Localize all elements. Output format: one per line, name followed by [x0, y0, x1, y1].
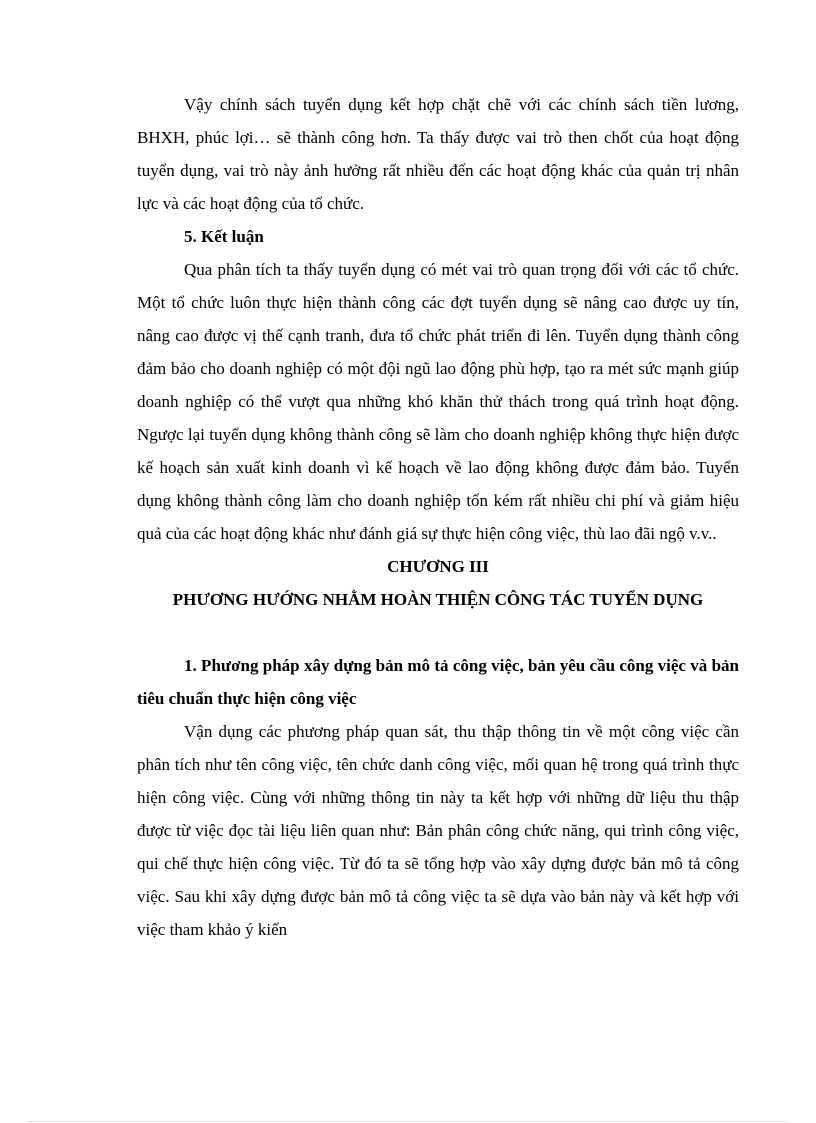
spacer [137, 616, 739, 649]
paragraph-job-analysis: Vận dụng các phương pháp quan sát, thu thập thông tin về một công việc cần phân tích như tên công việc, tên chức danh công việc, mối quan hệ trong quá trình thực hiện công việc. Cùng với những thông tin này ta kết hợp với những dữ liệu thu thập được từ việc đọc tài liệu liên quan như: Bản phân công chức năng, qui trình công việc, qui chế thực hiện công việc. Từ đó ta sẽ tổng hợp vào xây dựng được bản mô tả công việc. Sau khi xây dựng được bản mô tả công việc ta sẽ dựa vào bản này và kết hợp với việc tham khảo ý kiến [137, 722, 739, 939]
chapter-number: CHƯƠNG III [387, 557, 489, 576]
page-bottom-divider [28, 1121, 788, 1122]
section-heading-job-description: 1. Phương pháp xây dựng bản mô tả công việc, bản yêu cầu công việc và bản tiêu chuẩn thực hiện công việc [137, 656, 739, 708]
document-body [137, 88, 739, 946]
paragraph-recruitment-policy: Vậy chính sách tuyển dụng kết hợp chặt chẽ với các chính sách tiền lương, BHXH, phúc lợi… sẽ thành công hơn. Ta thấy được vai trò then chốt của hoạt động tuyển dụng, vai trò này ảnh hưởng rất nhiều đến các hoạt động khác của quản trị nhân lực và các hoạt động của tổ chức. [137, 95, 739, 213]
paragraph-conclusion: Qua phân tích ta thấy tuyển dụng có mét vai trò quan trọng đối với các tổ chức. Một tổ chức luôn thực hiện thành công các đợt tuyển dụng sẽ nâng cao được uy tín, nâng cao được vị thế cạnh tranh, đưa tổ chức phát triển đi lên. Tuyển dụng thành công đảm bảo cho doanh nghiệp có một đội ngũ lao động phù hợp, tạo ra mét sức mạnh giúp doanh nghiệp có thể vượt qua những khó khăn thử thách trong quá trình hoạt động. Ngược lại tuyển dụng không thành công sẽ làm cho doanh nghiệp không thực hiện được kế hoạch sản xuất kinh doanh vì kế hoạch về lao động không được đảm bảo. Tuyển dụng không thành công làm cho doanh nghiệp tốn kém rất nhiều chi phí và giảm hiệu quả của các hoạt động khác như đánh giá sự thực hiện công việc, thù lao đãi ngộ v.v.. [137, 260, 739, 543]
heading-conclusion: 5. Kết luận [184, 227, 264, 246]
chapter-title: PHƯƠNG HƯỚNG NHẰM HOÀN THIỆN CÔNG TÁC TUYỂN DỤNG [172, 590, 704, 609]
